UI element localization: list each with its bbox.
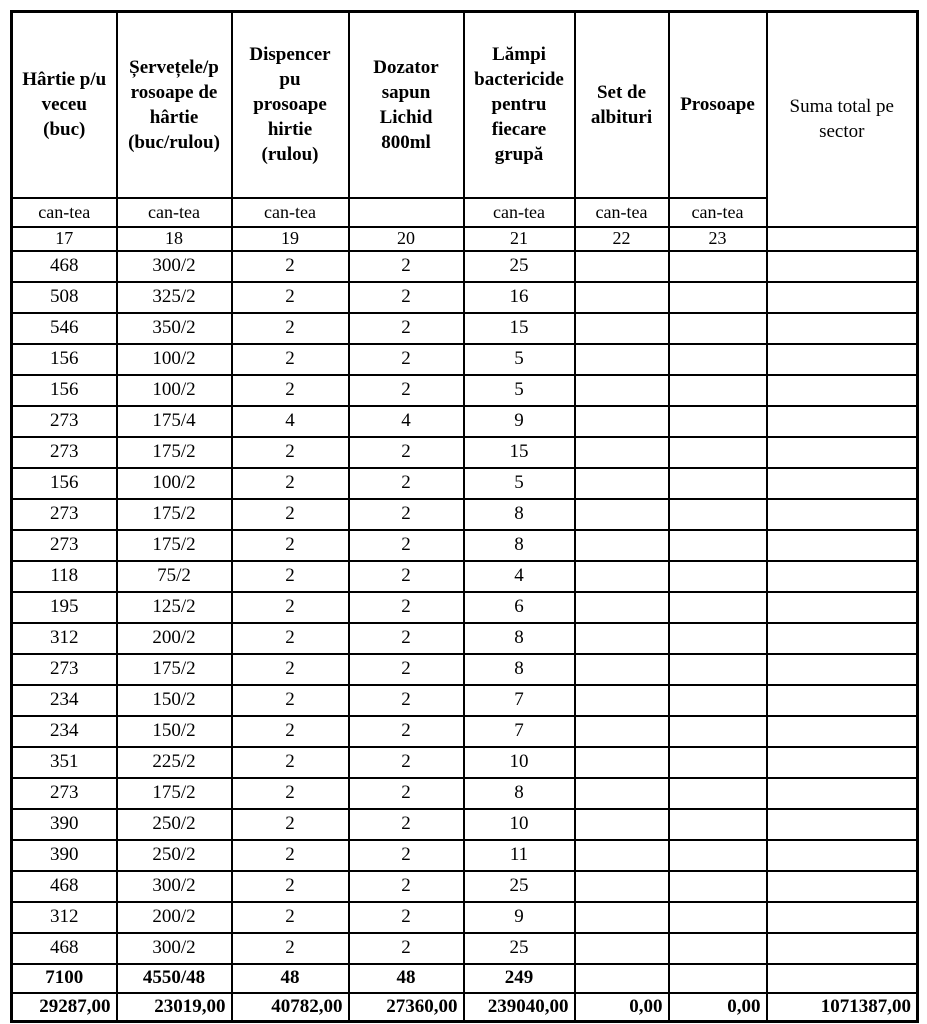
table-cell bbox=[669, 902, 767, 933]
table-cell: 234 bbox=[12, 716, 117, 747]
column-header-servetele: Șervețele/p rosoape de hârtie (buc/rulou) bbox=[117, 12, 232, 198]
table-cell: 4550/48 bbox=[117, 964, 232, 993]
table-cell bbox=[669, 654, 767, 685]
table-cell: 175/4 bbox=[117, 406, 232, 437]
table-cell: 2 bbox=[349, 344, 464, 375]
table-cell bbox=[767, 933, 918, 964]
table-cell bbox=[767, 778, 918, 809]
column-number-cell: 17 bbox=[12, 227, 117, 251]
table-cell: 2 bbox=[232, 902, 349, 933]
table-cell: 2 bbox=[232, 654, 349, 685]
table-cell: 225/2 bbox=[117, 747, 232, 778]
table-cell: 7 bbox=[464, 716, 575, 747]
table-cell bbox=[767, 561, 918, 592]
table-cell: 8 bbox=[464, 654, 575, 685]
table-row bbox=[12, 344, 918, 375]
table-cell: 2 bbox=[232, 313, 349, 344]
table-cell bbox=[767, 375, 918, 406]
table-cell: 2 bbox=[232, 840, 349, 871]
table-cell bbox=[767, 251, 918, 282]
unit-cell: can-tea bbox=[575, 198, 669, 227]
table-cell: 2 bbox=[349, 375, 464, 406]
column-number-cell: 19 bbox=[232, 227, 349, 251]
table-row bbox=[12, 592, 918, 623]
table-row bbox=[12, 251, 918, 282]
table-cell bbox=[669, 313, 767, 344]
unit-cell: can-tea bbox=[464, 198, 575, 227]
table-cell bbox=[767, 344, 918, 375]
table-cell: 11 bbox=[464, 840, 575, 871]
header-row bbox=[12, 12, 918, 198]
column-header-suma: Suma total pe sector bbox=[767, 12, 918, 227]
table-cell: 2 bbox=[349, 871, 464, 902]
table-cell bbox=[767, 964, 918, 993]
table-cell: 48 bbox=[232, 964, 349, 993]
table-cell: 2 bbox=[232, 716, 349, 747]
table-cell bbox=[575, 902, 669, 933]
table-row bbox=[12, 871, 918, 902]
table-cell: 2 bbox=[349, 747, 464, 778]
table-cell: 100/2 bbox=[117, 375, 232, 406]
table-cell bbox=[575, 282, 669, 313]
table-cell: 118 bbox=[12, 561, 117, 592]
table-cell: 250/2 bbox=[117, 840, 232, 871]
table-cell: 0,00 bbox=[669, 993, 767, 1022]
table-cell bbox=[767, 747, 918, 778]
table-row bbox=[12, 375, 918, 406]
table-cell: 2 bbox=[232, 778, 349, 809]
table-cell bbox=[767, 840, 918, 871]
table-cell bbox=[767, 623, 918, 654]
table-cell: 25 bbox=[464, 871, 575, 902]
table-cell: 273 bbox=[12, 437, 117, 468]
table-cell: 156 bbox=[12, 344, 117, 375]
table-cell: 5 bbox=[464, 375, 575, 406]
table-cell: 234 bbox=[12, 685, 117, 716]
table-cell bbox=[669, 685, 767, 716]
table-cell: 156 bbox=[12, 468, 117, 499]
table-cell: 4 bbox=[464, 561, 575, 592]
table-cell: 200/2 bbox=[117, 623, 232, 654]
table-cell: 2 bbox=[349, 623, 464, 654]
table-cell bbox=[669, 406, 767, 437]
table-cell: 2 bbox=[349, 313, 464, 344]
table-cell bbox=[669, 530, 767, 561]
table-cell: 7 bbox=[464, 685, 575, 716]
table-cell: 6 bbox=[464, 592, 575, 623]
table-cell: 2 bbox=[349, 716, 464, 747]
table-cell: 273 bbox=[12, 778, 117, 809]
column-header-hartie: Hârtie p/u veceu (buc) bbox=[12, 12, 117, 198]
table-cell: 15 bbox=[464, 437, 575, 468]
table-cell: 2 bbox=[349, 468, 464, 499]
table-cell: 29287,00 bbox=[12, 993, 117, 1022]
table-cell: 2 bbox=[349, 902, 464, 933]
table-cell: 150/2 bbox=[117, 685, 232, 716]
table-cell: 15 bbox=[464, 313, 575, 344]
table-cell bbox=[669, 592, 767, 623]
table-row bbox=[12, 809, 918, 840]
table-cell: 300/2 bbox=[117, 933, 232, 964]
table-cell: 200/2 bbox=[117, 902, 232, 933]
table-cell: 2 bbox=[349, 685, 464, 716]
column-number-cell: 22 bbox=[575, 227, 669, 251]
table-cell: 5 bbox=[464, 468, 575, 499]
table-cell bbox=[767, 282, 918, 313]
table-cell bbox=[575, 406, 669, 437]
table-cell bbox=[575, 654, 669, 685]
table-cell bbox=[767, 654, 918, 685]
table-cell: 8 bbox=[464, 530, 575, 561]
money-row bbox=[12, 993, 918, 1022]
table-cell: 2 bbox=[232, 468, 349, 499]
table-cell bbox=[575, 561, 669, 592]
supplies-table bbox=[10, 10, 919, 1023]
totals-row bbox=[12, 964, 918, 993]
table-cell bbox=[767, 499, 918, 530]
table-row bbox=[12, 654, 918, 685]
column-header-prosoape: Prosoape bbox=[669, 12, 767, 198]
unit-cell: can-tea bbox=[669, 198, 767, 227]
table-cell bbox=[575, 251, 669, 282]
table-cell: 150/2 bbox=[117, 716, 232, 747]
table-cell: 10 bbox=[464, 747, 575, 778]
table-cell: 8 bbox=[464, 499, 575, 530]
table-row bbox=[12, 313, 918, 344]
table-cell: 16 bbox=[464, 282, 575, 313]
column-header-dispencer: Dispencer pu prosoape hirtie (rulou) bbox=[232, 12, 349, 198]
table-cell: 195 bbox=[12, 592, 117, 623]
table-cell bbox=[575, 747, 669, 778]
table-cell bbox=[575, 499, 669, 530]
table-cell bbox=[575, 468, 669, 499]
table-row bbox=[12, 499, 918, 530]
table-cell: 2 bbox=[349, 592, 464, 623]
table-cell: 2 bbox=[232, 592, 349, 623]
table-cell: 300/2 bbox=[117, 871, 232, 902]
table-cell: 546 bbox=[12, 313, 117, 344]
table-cell bbox=[669, 778, 767, 809]
column-number-cell: 23 bbox=[669, 227, 767, 251]
table-cell: 325/2 bbox=[117, 282, 232, 313]
table-cell: 2 bbox=[232, 871, 349, 902]
table-cell: 4 bbox=[232, 406, 349, 437]
table-row bbox=[12, 406, 918, 437]
table-cell: 312 bbox=[12, 902, 117, 933]
table-cell bbox=[575, 778, 669, 809]
table-cell: 2 bbox=[232, 561, 349, 592]
table-cell bbox=[669, 499, 767, 530]
table-cell bbox=[575, 840, 669, 871]
table-cell: 2 bbox=[232, 809, 349, 840]
table-cell bbox=[767, 716, 918, 747]
table-row bbox=[12, 623, 918, 654]
table-row bbox=[12, 468, 918, 499]
table-cell: 2 bbox=[349, 437, 464, 468]
table-cell: 2 bbox=[349, 282, 464, 313]
table-cell: 2 bbox=[232, 623, 349, 654]
table-cell bbox=[575, 685, 669, 716]
table-row bbox=[12, 716, 918, 747]
table-cell: 100/2 bbox=[117, 344, 232, 375]
table-cell bbox=[669, 251, 767, 282]
table-cell bbox=[767, 809, 918, 840]
table-cell: 2 bbox=[349, 251, 464, 282]
table-cell: 350/2 bbox=[117, 313, 232, 344]
table-cell bbox=[767, 902, 918, 933]
table-cell bbox=[575, 809, 669, 840]
column-number-row bbox=[12, 227, 918, 251]
table-cell bbox=[767, 530, 918, 561]
table-cell: 2 bbox=[232, 685, 349, 716]
column-number-cell bbox=[767, 227, 918, 251]
table-cell bbox=[669, 840, 767, 871]
column-header-dozator: Dozator sapun Lichid 800ml bbox=[349, 12, 464, 198]
table-cell bbox=[669, 964, 767, 993]
table-cell: 8 bbox=[464, 778, 575, 809]
table-cell: 250/2 bbox=[117, 809, 232, 840]
table-cell: 300/2 bbox=[117, 251, 232, 282]
table-row bbox=[12, 437, 918, 468]
table-cell: 100/2 bbox=[117, 468, 232, 499]
table-row bbox=[12, 685, 918, 716]
table-cell: 2 bbox=[349, 778, 464, 809]
table-cell: 2 bbox=[232, 437, 349, 468]
table-cell bbox=[575, 437, 669, 468]
table-cell: 9 bbox=[464, 902, 575, 933]
table-cell bbox=[767, 592, 918, 623]
table-cell: 8 bbox=[464, 623, 575, 654]
table-cell bbox=[669, 716, 767, 747]
table-cell: 40782,00 bbox=[232, 993, 349, 1022]
table-cell bbox=[575, 313, 669, 344]
table-cell: 468 bbox=[12, 251, 117, 282]
table-cell: 249 bbox=[464, 964, 575, 993]
table-cell bbox=[669, 809, 767, 840]
table-cell: 25 bbox=[464, 933, 575, 964]
table-cell: 273 bbox=[12, 406, 117, 437]
column-number-cell: 20 bbox=[349, 227, 464, 251]
table-cell: 2 bbox=[349, 561, 464, 592]
table-cell bbox=[575, 375, 669, 406]
table-row bbox=[12, 840, 918, 871]
table-row bbox=[12, 282, 918, 313]
table-cell: 2 bbox=[349, 530, 464, 561]
column-header-lampi: Lămpi bactericide pentru fiecare grupă bbox=[464, 12, 575, 198]
table-cell bbox=[767, 871, 918, 902]
unit-cell: can-tea bbox=[232, 198, 349, 227]
table-cell bbox=[575, 933, 669, 964]
table-cell: 175/2 bbox=[117, 437, 232, 468]
table-cell: 175/2 bbox=[117, 654, 232, 685]
table-cell bbox=[575, 871, 669, 902]
table-cell: 273 bbox=[12, 499, 117, 530]
table-cell: 2 bbox=[349, 840, 464, 871]
table-row bbox=[12, 933, 918, 964]
table-cell: 468 bbox=[12, 933, 117, 964]
table-cell: 2 bbox=[349, 809, 464, 840]
table-cell: 2 bbox=[232, 933, 349, 964]
unit-cell bbox=[349, 198, 464, 227]
table-cell: 7100 bbox=[12, 964, 117, 993]
table-cell: 2 bbox=[232, 282, 349, 313]
table-cell bbox=[669, 871, 767, 902]
table-cell: 390 bbox=[12, 840, 117, 871]
table-row bbox=[12, 530, 918, 561]
table-cell bbox=[575, 623, 669, 654]
table-cell: 175/2 bbox=[117, 499, 232, 530]
column-number-cell: 18 bbox=[117, 227, 232, 251]
table-row bbox=[12, 778, 918, 809]
table-cell bbox=[767, 468, 918, 499]
table-cell bbox=[575, 344, 669, 375]
table-cell: 23019,00 bbox=[117, 993, 232, 1022]
table-cell: 75/2 bbox=[117, 561, 232, 592]
table-cell: 1071387,00 bbox=[767, 993, 918, 1022]
table-cell bbox=[767, 437, 918, 468]
table-cell: 312 bbox=[12, 623, 117, 654]
table-cell: 9 bbox=[464, 406, 575, 437]
table-cell: 2 bbox=[232, 530, 349, 561]
table-cell bbox=[669, 437, 767, 468]
table-cell bbox=[575, 716, 669, 747]
table-cell: 4 bbox=[349, 406, 464, 437]
table-row bbox=[12, 561, 918, 592]
table-cell: 5 bbox=[464, 344, 575, 375]
table-cell: 2 bbox=[349, 654, 464, 685]
table-cell: 10 bbox=[464, 809, 575, 840]
table-cell bbox=[669, 623, 767, 654]
table-cell: 239040,00 bbox=[464, 993, 575, 1022]
table-cell: 2 bbox=[349, 933, 464, 964]
table-cell: 125/2 bbox=[117, 592, 232, 623]
table-cell: 273 bbox=[12, 530, 117, 561]
table-cell: 273 bbox=[12, 654, 117, 685]
table-cell bbox=[669, 747, 767, 778]
table-cell: 2 bbox=[232, 499, 349, 530]
unit-cell: can-tea bbox=[117, 198, 232, 227]
table-cell: 0,00 bbox=[575, 993, 669, 1022]
table-cell: 27360,00 bbox=[349, 993, 464, 1022]
table-cell: 2 bbox=[232, 747, 349, 778]
table-cell bbox=[767, 406, 918, 437]
table-cell: 2 bbox=[232, 251, 349, 282]
table-cell bbox=[767, 685, 918, 716]
table-cell: 351 bbox=[12, 747, 117, 778]
table-cell bbox=[575, 592, 669, 623]
table-cell: 25 bbox=[464, 251, 575, 282]
table-cell: 2 bbox=[232, 344, 349, 375]
table-cell: 175/2 bbox=[117, 530, 232, 561]
table-row bbox=[12, 902, 918, 933]
table-cell bbox=[669, 282, 767, 313]
table-cell: 48 bbox=[349, 964, 464, 993]
table-cell bbox=[669, 344, 767, 375]
table-cell: 390 bbox=[12, 809, 117, 840]
table-cell bbox=[669, 933, 767, 964]
table-cell bbox=[669, 375, 767, 406]
table-cell: 2 bbox=[232, 375, 349, 406]
column-number-cell: 21 bbox=[464, 227, 575, 251]
table-cell bbox=[575, 530, 669, 561]
table-cell bbox=[669, 468, 767, 499]
table-cell: 468 bbox=[12, 871, 117, 902]
unit-cell: can-tea bbox=[12, 198, 117, 227]
table-cell bbox=[669, 561, 767, 592]
table-cell bbox=[575, 964, 669, 993]
table-cell bbox=[767, 313, 918, 344]
table-cell: 508 bbox=[12, 282, 117, 313]
table-cell: 175/2 bbox=[117, 778, 232, 809]
table-row bbox=[12, 747, 918, 778]
table-cell: 2 bbox=[349, 499, 464, 530]
table-cell: 156 bbox=[12, 375, 117, 406]
column-header-albituri: Set de albituri bbox=[575, 12, 669, 198]
